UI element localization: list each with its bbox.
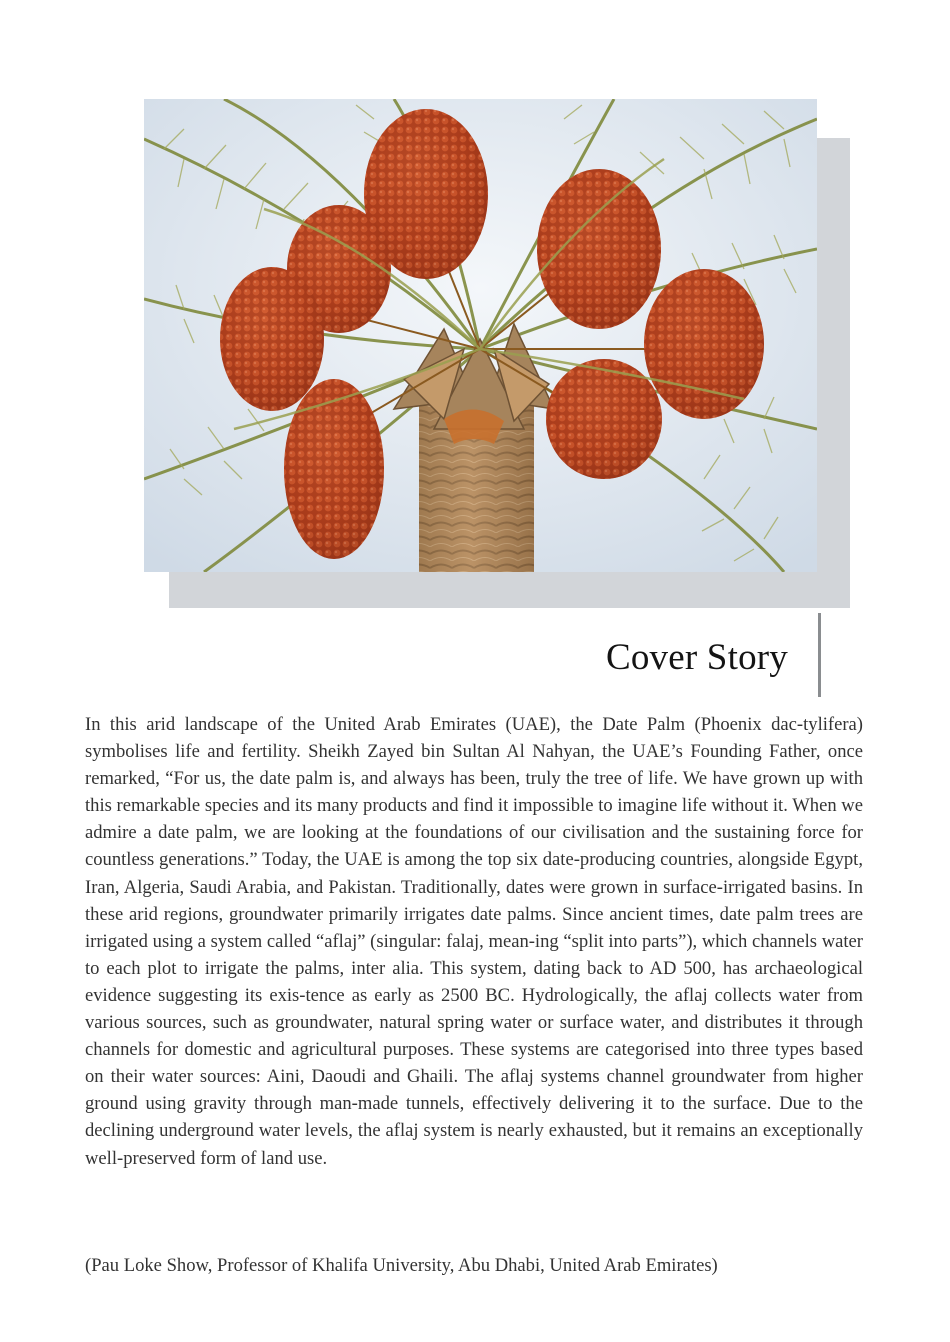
author-attribution: (Pau Loke Show, Professor of Khalifa University, Abu Dhabi, United Arab Emirates) — [85, 1255, 718, 1276]
date-palm-photo — [144, 99, 817, 572]
section-title: Cover Story — [605, 637, 788, 678]
title-divider — [818, 613, 821, 697]
article-body: In this arid landscape of the United Arab Emirates (UAE), the Date Palm (Phoenix dac-tylifera) symbolises life and fertility. Sheikh Zayed bin Sultan Al Nahyan, the UAE’s Founding Father, once remarked, “For us, the date palm is, and always has been, truly the tree of life. We have grown up with this remarkable species and its many products and find it impossible to imagine life without it. When we admire a date palm, we are looking at the foundations of our civilisation and the sustaining force for countless generations.” Today, the UAE is among the top six date-producing countries, alongside Egypt, Iran, Algeria, Saudi Arabia, and Pakistan. Traditionally, dates were grown in surface-irrigated basins. In these arid regions, groundwater primarily irrigates date palms. Since ancient times, date palm trees are irrigated using a system called “aflaj” (singular: falaj, mean-ing “split into parts”), which channels water to each plot to irrigate the palms, inter alia. This system, dating back to AD 500, has archaeological evidence suggesting its exis-tence as early as 2500 BC. Hydrologically, the aflaj collects water from various sources, such as groundwater, natural spring water or surface water, and distributes it through channels for domestic and agricultural purposes. These systems are categorised into three types based on their water sources: Aini, Daoudi and Ghaili. The aflaj systems channel groundwater from higher ground using gravity through man-made tunnels, effectively delivering it to the surface. Due to the declining underground water levels, the aflaj system is nearly exhausted, but it remains an exceptionally well-preserved form of land use. — [85, 714, 863, 1169]
